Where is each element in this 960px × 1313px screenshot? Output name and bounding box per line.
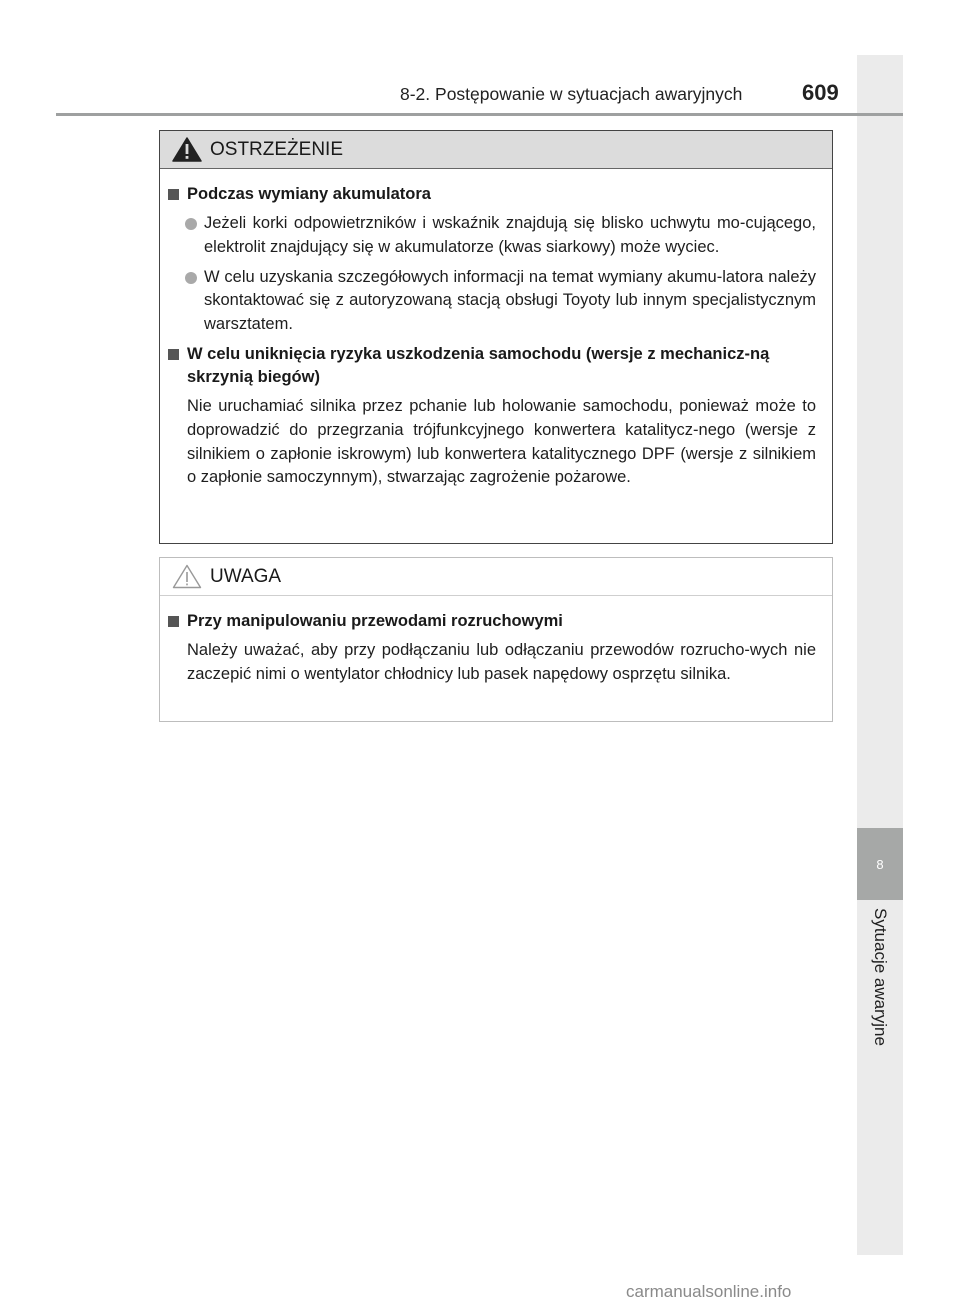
warning-box — [159, 130, 833, 544]
square-bullet-icon — [168, 616, 179, 627]
chapter-label: Sytuacje awaryjne — [871, 908, 890, 1046]
notice-body — [160, 596, 832, 687]
list-item — [185, 212, 816, 260]
header-divider — [56, 113, 903, 116]
square-bullet-icon — [168, 189, 179, 200]
notice-box — [159, 557, 833, 722]
warning-title: OSTRZEŻENIE — [210, 138, 344, 160]
list-item — [185, 266, 816, 337]
watermark: carmanualsonline.info — [626, 1282, 792, 1301]
list-item-text: W celu uzyskania szczegółowych informacji na temat wymiany akumu-latora należy skontaktować się z autoryzowaną stacją obsługi Toyoty lub innym specjalistycznym warsztatem. — [204, 267, 816, 334]
warning-header — [160, 131, 832, 169]
page-number: 609 — [802, 80, 839, 105]
section-title: 8-2. Postępowanie w sytuacjach awaryjnych — [400, 84, 743, 104]
warning-triangle-filled-icon — [172, 137, 202, 162]
round-bullet-icon — [185, 272, 197, 284]
paragraph: Należy uważać, aby przy podłączaniu lub odłączaniu przewodów rozrucho-wych nie zaczepić nimi o wentylator chłodnicy lub pasek napędowy osprzętu silnika. — [187, 641, 816, 683]
square-bullet-icon — [168, 349, 179, 360]
section-heading-text: Przy manipulowaniu przewodami rozruchowymi — [187, 612, 563, 630]
chapter-number-box — [857, 828, 903, 900]
section-heading-text: Podczas wymiany akumulatora — [187, 185, 431, 203]
chapter-number: 8 — [876, 856, 884, 872]
section-heading — [168, 610, 816, 633]
warning-body — [160, 169, 832, 490]
caution-triangle-outline-icon — [172, 564, 202, 589]
paragraph: Nie uruchamiać silnika przez pchanie lub holowanie samochodu, ponieważ może to doprowadzić do przegrzania trójfunkcyjnego konwertera katalitycz-nego (wersje z silnikiem o zapłonie iskrowym) lub konwertera katalitycznego DPF (wersje z silnikiem o zapłonie samoczynnym), stwarzając zagrożenie pożarowe. — [187, 396, 816, 487]
section-heading — [168, 343, 816, 389]
section-heading — [168, 183, 816, 206]
notice-header — [160, 558, 832, 596]
section-heading-text: W celu uniknięcia ryzyka uszkodzenia samochodu (wersje z mechanicz-ną skrzynią biegów) — [187, 344, 770, 386]
round-bullet-icon — [185, 218, 197, 230]
notice-title: UWAGA — [210, 565, 282, 587]
side-tab — [857, 55, 903, 1255]
list-item-text: Jeżeli korki odpowietrzników i wskaźnik znajdują się blisko uchwytu mo-cującego, elektrolit znajdujący się w akumulatorze (kwas siarkowy) może wyciec. — [204, 214, 816, 256]
